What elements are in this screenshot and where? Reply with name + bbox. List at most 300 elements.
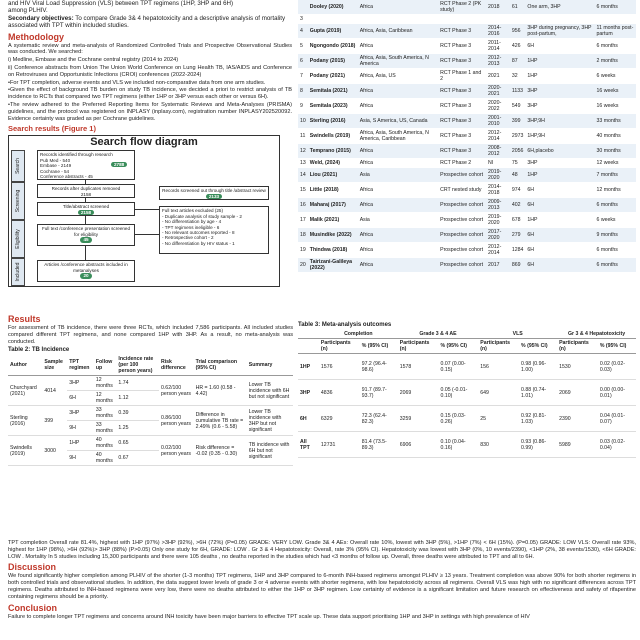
table-cell: 6: [298, 54, 308, 69]
table-cell: 830: [478, 432, 519, 458]
table-cell: Africa: [358, 84, 438, 99]
table-row: [298, 406, 636, 432]
table-row: [298, 144, 636, 159]
table-cell: 2017-2020: [486, 228, 510, 243]
table-cell: 0.03 (0.02-0.04): [598, 432, 636, 458]
table-cell: 6H: [525, 228, 594, 243]
table-cell: 6H: [298, 406, 319, 432]
table-cell: 4836: [319, 380, 360, 406]
column-header: % (95% CI): [519, 339, 557, 354]
table-cell: Africa, Asia, South America, N America: [358, 54, 438, 69]
table-cell: 4: [298, 24, 308, 39]
table-cell: 12: [298, 144, 308, 159]
table-cell: 0.67: [116, 451, 159, 466]
table-cell: 0.07 (0.00-0.15): [439, 354, 479, 380]
table-row: [298, 114, 636, 129]
table-row: [298, 213, 636, 228]
table-cell: 75: [510, 159, 526, 168]
table-cell: 2008-2012: [486, 144, 510, 159]
table-cell: Prospective cohort: [438, 243, 486, 258]
total-identified-badge: 2788: [111, 153, 127, 171]
table-cell: 3HP: [525, 99, 594, 114]
table-cell: Prospective cohort: [438, 198, 486, 213]
table-cell: 399: [510, 114, 526, 129]
table-cell: 72.3 (62.4-82.3): [360, 406, 398, 432]
discussion-text: We found significantly higher completion among PLHIV of the shorter (1-3 months) TPT regimens, 1HP and 3HP compared to 6-month INH-based regimens amongst PLHIV ≥ 13 years. Treatment completion was above 90% for both shorter regimens in both controlled trials and observational studies. In addition, the data suggest lower levels of grade 3 or 4 adverse events with shorter regimens, with low hepatotoxicity across all regimens. Overall VLS was high with no significant differences across TPT regimens. Deaths attributed to INH-based regimens were very low, there were no deaths attributed to either the 1HP or 3HP regimen. Low certainty of evidence is a significant limitation and future research on effectiveness and safety of rifapentine containing regimens should be a priority.: [8, 573, 636, 600]
table-cell: 1HP: [67, 436, 94, 451]
table-cell: Liou (2021): [308, 168, 358, 183]
table-cell: 12 weeks: [595, 159, 637, 168]
column-header: Incidence rate (per 100 person years): [116, 355, 159, 376]
table-cell: 2069: [398, 380, 439, 406]
table-row: [8, 406, 293, 421]
table-cell: 7 months: [595, 168, 637, 183]
table-cell: All TPT: [298, 432, 319, 458]
table-cell: Prospective cohort: [438, 228, 486, 243]
table-cell: 1HP: [525, 69, 594, 84]
table-cell: 1578: [398, 354, 439, 380]
arrow: [135, 234, 159, 235]
table-cell: Gupta (2019): [308, 24, 358, 39]
table-cell: 0.86/100 person years: [159, 406, 194, 436]
table-cell: 12 months: [595, 183, 637, 198]
table-cell: 12 months: [94, 391, 117, 406]
table-cell: Semitala (2023): [308, 99, 358, 114]
table-cell: Swindells (2019): [308, 129, 358, 144]
results-p1: For assessment of TB incidence, there were three RCTs, which included 7,586 participants. All included studies compared different TPT regimens, and none compared 1HP with 3HP. As a result, no meta-analysis was conducted.: [8, 325, 293, 345]
table-cell: 3259: [398, 406, 439, 432]
table-cell: [595, 15, 637, 24]
table-cell: Asia: [358, 168, 438, 183]
conclusion-text: Failure to complete longer TPT regimens and concerns around INH toxicity have been major barriers to effective TPT scale up. These data support prioritising 1HP and 3HP in settings with high prevalence of HIV: [8, 613, 530, 620]
header-spacer: [298, 330, 319, 339]
table-cell: Africa: [358, 243, 438, 258]
table-cell: 678: [510, 213, 526, 228]
table-cell: 0.00 (0.00-0.01): [598, 380, 636, 406]
column-group-header: VLS: [478, 330, 557, 339]
table-cell: 2019-2020: [486, 213, 510, 228]
table-cell: Difference in cumulative TB rate = 2.49% (0.6 - 5.58): [194, 406, 247, 436]
table-cell: 5: [298, 39, 308, 54]
table-cell: TB incidence with 6H but not significant: [247, 436, 293, 466]
table-cell: 2012-2014: [486, 129, 510, 144]
table-cell: RCT Phase 3: [438, 24, 486, 39]
table-cell: 3HP: [67, 376, 94, 391]
records-identified-box: Records identified through research Pub Med - 540 Embase - 2149 Cochrane - 54 Conference abstracts - 45: [37, 150, 135, 180]
table-cell: 3: [298, 15, 308, 24]
table-cell: [308, 15, 358, 24]
table-cell: Africa, Asia, Caribbean: [358, 24, 438, 39]
table-cell: 974: [510, 183, 526, 198]
table-cell: RCT Phase 2 (PK study): [438, 0, 486, 15]
table-cell: 33 months: [94, 421, 117, 436]
table-cell: 2056: [510, 144, 526, 159]
meta-analysis-table: [298, 330, 636, 458]
table-cell: 2009-2013: [486, 198, 510, 213]
table-cell: Churchyard (2021): [8, 376, 42, 406]
left-column: [8, 0, 292, 312]
table-cell: 1HP: [525, 213, 594, 228]
table-cell: 1530: [557, 354, 598, 380]
table-cell: 0.05 (-0.01-0.10): [439, 380, 479, 406]
table-cell: 649: [478, 380, 519, 406]
table-cell: 0.65: [116, 436, 159, 451]
table-cell: 6H: [525, 39, 594, 54]
table-cell: 12 months: [94, 376, 117, 391]
column-header: Author: [8, 355, 42, 376]
table-cell: 87: [510, 54, 526, 69]
arrow: [85, 198, 86, 202]
table-cell: 48: [510, 168, 526, 183]
table-cell: 2973: [510, 129, 526, 144]
column-header: Participants (n): [398, 339, 439, 354]
column-header: TPT regimen: [67, 355, 94, 376]
table-cell: Africa: [358, 198, 438, 213]
table-cell: Tairizani-Galileya (2022): [308, 258, 358, 273]
table-row: [298, 243, 636, 258]
table-cell: 1HP: [298, 354, 319, 380]
table-cell: 0.93 (0.86-0.99): [519, 432, 557, 458]
table-cell: 33 months: [94, 406, 117, 421]
table-cell: [525, 15, 594, 24]
secondary-objectives: [8, 15, 292, 30]
table-row: [298, 183, 636, 198]
lane-included: Included: [11, 258, 25, 286]
methodology-heading: Methodology: [8, 31, 64, 42]
header-spacer: [298, 339, 319, 354]
table-cell: 13: [300, 160, 306, 166]
table-row: [298, 54, 636, 69]
table-cell: Thindwa (2018): [308, 243, 358, 258]
table-cell: 956: [510, 24, 526, 39]
column-group-header: Completion: [319, 330, 398, 339]
table-cell: RCT Phase 2: [438, 159, 486, 168]
arrow: [135, 209, 159, 210]
results-heading: Results: [8, 314, 41, 324]
table-cell: Prospective cohort: [438, 258, 486, 273]
table-cell: 20: [298, 258, 308, 273]
table-cell: Musindike (2022): [308, 228, 358, 243]
table-cell: 3HP: [525, 84, 594, 99]
table-cell: 97.2 (96.4-98.6): [360, 354, 398, 380]
column-header: Trial comparison (95% CI): [194, 355, 247, 376]
table-row: [298, 69, 636, 84]
table-cell: 1.25: [116, 421, 159, 436]
table-cell: 19: [298, 243, 308, 258]
results-left: [8, 312, 293, 466]
methodology-p6: •The review adhered to the Preferred Reporting Items for Systematic Reviews and Meta-Analyses (PRISMA) guidelines, and the protocol was registered on INPLASY (inplasy.com), registration number INPLASY202520092. Evidence certainty was graded as per Cochrane guidelines.: [8, 102, 292, 122]
table-cell: 2001-2010: [486, 114, 510, 129]
table-cell: Africa: [358, 159, 438, 168]
table-cell: 0.88 (0.74-1.01): [519, 380, 557, 406]
table-row: [298, 432, 636, 458]
table-cell: 6906: [398, 432, 439, 458]
results-right: [298, 320, 636, 458]
table-cell: RCT Phase 3: [438, 114, 486, 129]
table-row: [298, 15, 636, 24]
table-cell: 6H: [525, 243, 594, 258]
table-cell: 18: [298, 228, 308, 243]
column-header: % (95% CI): [598, 339, 636, 354]
table-cell: 2390: [557, 406, 598, 432]
table-cell: 5989: [557, 432, 598, 458]
table-cell: Africa: [358, 144, 438, 159]
table-cell: 2019-2020: [486, 168, 510, 183]
table-cell: Lower TB incidence with 6H but not significant: [247, 376, 293, 406]
table-cell: 6 months: [595, 39, 637, 54]
methodology-p4: •For TPT completion, adverse events and VLS we included non-comparative data from one arm studies.: [8, 79, 266, 86]
column-header: Risk difference: [159, 355, 194, 376]
table-cell: 40 months: [94, 436, 117, 451]
methodology-p3: ii) Conference abstracts from Union The Union World Conference on Lung Health TB, IAS/AIDS and Conference on Retroviruses and Opportunistic Infections (CROI) conferences (2022-2024): [8, 65, 292, 78]
table-cell: 12731: [319, 432, 360, 458]
table-cell: 6H: [525, 258, 594, 273]
table-cell: Africa: [358, 258, 438, 273]
included-box: Articles /conference abstracts included in metanalyses 20: [37, 260, 135, 282]
table-row: [298, 129, 636, 144]
table-row: [298, 228, 636, 243]
table-cell: 156: [478, 354, 519, 380]
table-cell: 16 weeks: [595, 84, 637, 99]
table-cell: RCT Phase 3: [438, 129, 486, 144]
table-cell: [358, 15, 438, 24]
table-cell: 402: [510, 198, 526, 213]
table-cell: RCT Phase 1 and 2: [438, 69, 486, 84]
search-flow-diagram: [8, 135, 280, 287]
table-cell: 25: [478, 406, 519, 432]
table-cell: 3HP,9H: [525, 114, 594, 129]
column-header: Follow up: [94, 355, 117, 376]
title-screened-box: Title/abstract screened 2158: [37, 202, 135, 216]
table-cell: Africa: [358, 228, 438, 243]
table-cell: Dooley (2020): [308, 0, 358, 15]
table-cell: 8: [298, 84, 308, 99]
table-cell: 869: [510, 258, 526, 273]
table-cell: 6 weeks: [595, 69, 637, 84]
table-cell: RCT Phase 3: [438, 84, 486, 99]
table-cell: 0.39: [116, 406, 159, 421]
table-cell: 40 months: [595, 129, 637, 144]
column-header: Participants (n): [557, 339, 598, 354]
table-cell: 2020-2021: [486, 84, 510, 99]
lane-search: Search: [11, 150, 25, 182]
table-cell: 1HP: [525, 168, 594, 183]
table-cell: Weld, (2024): [308, 159, 358, 168]
table-cell: 10: [298, 114, 308, 129]
table-cell: 33 months: [595, 114, 637, 129]
table-cell: 3HP during pregnancy, 3HP post-partum,: [525, 24, 594, 39]
table-cell: 1HP,9H: [525, 129, 594, 144]
table-cell: 1.12: [116, 391, 159, 406]
table-cell: 2018: [486, 0, 510, 15]
methodology-p5: •Given the effect of background TB burden on study TB incidence, we decided a priori to restrict analysis of TB incidence to RCTs that compared two TPT regimens (either 1HP or 3HP versus each other or versus 6H).: [8, 87, 292, 101]
table-cell: Podany (2015): [308, 54, 358, 69]
table-cell: 2012-2014: [486, 243, 510, 258]
lane-screening: Screening: [11, 182, 25, 220]
table-cell: 3HP: [298, 380, 319, 406]
table-cell: 16: [298, 198, 308, 213]
column-header: Sample size: [42, 355, 67, 376]
table-cell: Sterling (2016): [308, 114, 358, 129]
table-cell: 1.74: [116, 376, 159, 391]
table-cell: 6H,placebo: [525, 144, 594, 159]
table-cell: Africa: [358, 183, 438, 198]
table-cell: RCT Phase 3: [438, 39, 486, 54]
fulltext-assessed-box: Full text /conference presentation screened for eligibility 45: [37, 224, 135, 246]
table-cell: 16 weeks: [595, 99, 637, 114]
table-row: [298, 258, 636, 273]
table-cell: Lower TB incidence with 3HP but not significant: [247, 406, 293, 436]
table-cell: RCT Phase 3: [438, 54, 486, 69]
table-cell: 14: [298, 168, 308, 183]
table-cell: 2020-2022: [486, 99, 510, 114]
secondary-label: Secondary objectives:: [8, 14, 74, 22]
column-header: % (95% CI): [360, 339, 398, 354]
screened-out-box: Records screened out through title /abstract review 2133: [159, 186, 269, 200]
table-cell: Prospective cohort: [438, 168, 486, 183]
table-row: [298, 0, 636, 15]
conclusion-heading: Conclusion: [8, 602, 57, 613]
intro-line-2: among PLHIV.: [8, 7, 48, 15]
table-cell: HR = 1.60 (0.58 - 4.42): [194, 376, 247, 406]
discussion-heading: Discussion: [8, 562, 57, 573]
right-column: [298, 0, 636, 312]
table-cell: 6 months: [595, 243, 637, 258]
table-row: [298, 198, 636, 213]
studies-table: [298, 0, 636, 273]
results-section: [8, 312, 636, 640]
table-cell: 11: [298, 129, 308, 144]
after-duplicates-box: Records after duplicates removed 2158: [37, 184, 135, 198]
table-cell: 0.62/100 person years: [159, 376, 194, 406]
table3-caption: Table 3: Meta-analysis outcomes: [298, 322, 392, 328]
table-cell: 15: [298, 183, 308, 198]
table-cell: 91.7 (89.7-93.7): [360, 380, 398, 406]
table-cell: Asia, S America, US, Canada: [358, 114, 438, 129]
table-cell: 1284: [510, 243, 526, 258]
table-cell: 549: [510, 99, 526, 114]
table-cell: Africa, Asia, South America, N America, Caribbean: [358, 129, 438, 144]
table-cell: 2014-2016: [486, 24, 510, 39]
column-header: % (95% CI): [439, 339, 479, 354]
table-cell: [438, 15, 486, 24]
table-cell: 6329: [319, 406, 360, 432]
secondary-text: To compare Grade 3& 4 hepatotoxicity and a descriptive analysis of mortality associated with TPT within included studies.: [8, 14, 286, 30]
table-cell: 3HP: [525, 159, 594, 168]
table-cell: RCT Phase 3: [438, 99, 486, 114]
table-row: [8, 436, 293, 451]
table-cell: 2069: [557, 380, 598, 406]
table-cell: 3HP: [67, 406, 94, 421]
table-cell: Semitala (2021): [308, 84, 358, 99]
table-cell: Risk difference = -0.02 (0.35 - 0.30): [194, 436, 247, 466]
arrow: [85, 180, 86, 184]
table-row: [298, 168, 636, 183]
table-cell: Prospective cohort: [438, 213, 486, 228]
table-cell: 6H: [67, 391, 94, 406]
table-cell: 9H: [67, 451, 94, 466]
table-row: [298, 159, 636, 168]
table-cell: 6 months: [595, 258, 637, 273]
table-cell: 9H: [67, 421, 94, 436]
table-cell: 0.92 (0.81-1.03): [519, 406, 557, 432]
table-cell: 0.02/100 person years: [159, 436, 194, 466]
table-cell: 7: [298, 69, 308, 84]
table-cell: 0.04 (0.01-0.07): [598, 406, 636, 432]
table-cell: 17: [298, 213, 308, 228]
methodology-p1: A systematic review and meta-analysis of Randomized Controlled Trials and Prospective Observational Studies was conducted. We searched:: [8, 42, 292, 56]
table-cell: Little (2018): [308, 183, 358, 198]
table-cell: 399: [42, 406, 67, 436]
table-cell: One arm, 3HP: [525, 0, 594, 15]
table-cell: 9 months: [595, 228, 637, 243]
table-cell: 2014-2018: [486, 183, 510, 198]
table-cell: Podany (2021): [308, 69, 358, 84]
table-cell: Temprano (2015): [308, 144, 358, 159]
flow-title: Search flow diagram: [90, 136, 198, 149]
table-cell: 40 months: [94, 451, 117, 466]
table-cell: 279: [510, 228, 526, 243]
table-row: [298, 99, 636, 114]
table-cell: Sterling (2016): [8, 406, 42, 436]
table-row: [298, 354, 636, 380]
table-cell: 3000: [42, 436, 67, 466]
table-cell: Africa: [358, 99, 438, 114]
bottom-text: [8, 540, 636, 621]
table-cell: 61: [510, 0, 526, 15]
table-cell: 6 months: [595, 0, 637, 15]
table-cell: 2017: [486, 258, 510, 273]
table-row: [298, 380, 636, 406]
table-cell: [510, 15, 526, 24]
table-cell: 0.02 (0.02-0.03): [598, 354, 636, 380]
table-cell: 0.10 (0.04-0.16): [439, 432, 479, 458]
lane-eligibility: Eligibility: [11, 220, 25, 258]
arrow: [85, 246, 86, 260]
arrow: [85, 216, 86, 224]
table-cell: Asia: [358, 213, 438, 228]
table-cell: 2021: [486, 69, 510, 84]
column-header: Participants (n): [319, 339, 360, 354]
table-cell: Africa: [358, 0, 438, 15]
table-cell: 6H: [525, 198, 594, 213]
intro-line-1: and HIV Viral Load Suppression (VLS) between TPT regimens (1HP, 3HP and 6H): [8, 0, 234, 7]
table2-caption: Table 2: TB Incidence: [8, 347, 70, 354]
table-row: [298, 84, 636, 99]
table-cell: 1133: [510, 84, 526, 99]
tb-incidence-table: [8, 355, 293, 466]
table-cell: 0.15 (0.03-0.26): [439, 406, 479, 432]
column-header: Summary: [247, 355, 293, 376]
table-cell: RCT Phase 3: [438, 144, 486, 159]
table-cell: 30 months: [595, 144, 637, 159]
table-cell: 2012-2013: [486, 54, 510, 69]
column-group-header: Gr 3 & 4 Hepatotoxicity: [557, 330, 636, 339]
table-cell: 426: [510, 39, 526, 54]
table-cell: 6 weeks: [595, 213, 637, 228]
table-cell: 4014: [42, 376, 67, 406]
methodology-p2: i) Medline, Embase and the Cochrane central registry (2014 to 2024): [8, 57, 179, 64]
table-cell: CRT nested study: [438, 183, 486, 198]
table-cell: NI: [486, 159, 510, 168]
table-cell: 2 months: [595, 54, 637, 69]
table-cell: Ngongondo (2018): [308, 39, 358, 54]
table-cell: 81.4 (73.5-89.3): [360, 432, 398, 458]
table-cell: Africa: [358, 39, 438, 54]
column-header: Participants (n): [478, 339, 519, 354]
table-row: [298, 24, 636, 39]
table-cell: Swindells (2019): [8, 436, 42, 466]
